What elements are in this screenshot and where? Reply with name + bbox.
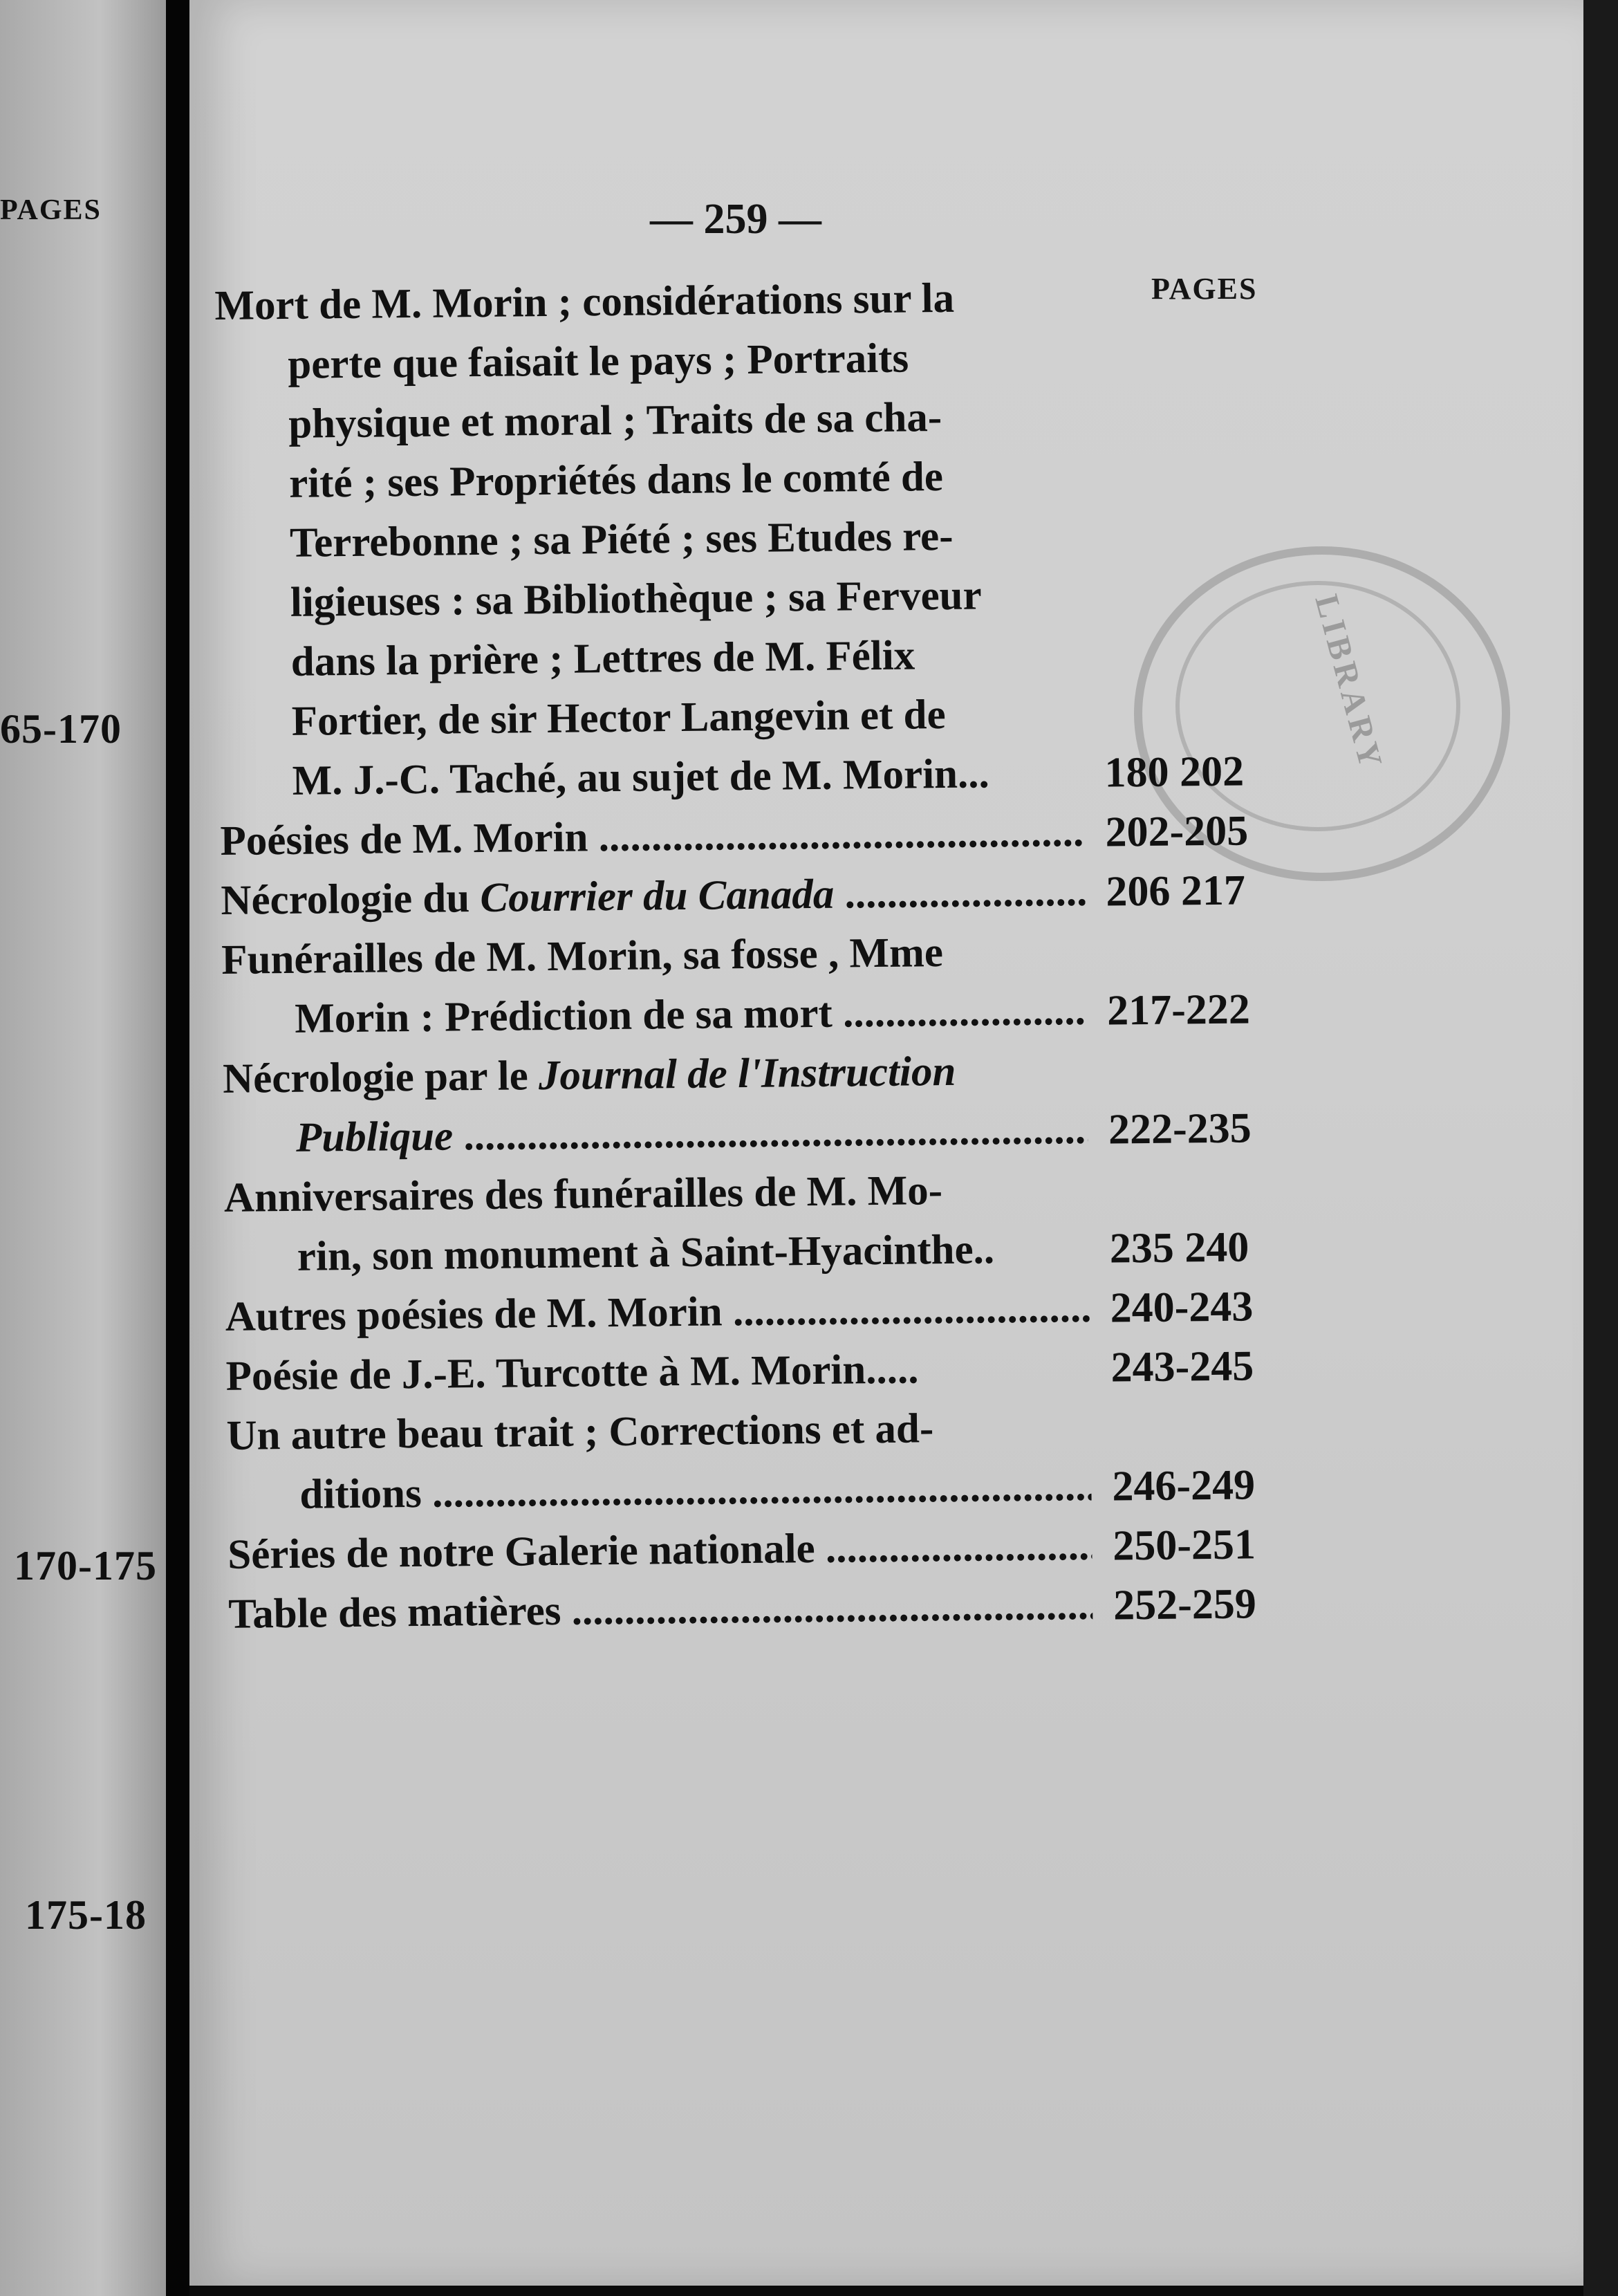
toc-entry [221, 920, 1287, 1050]
toc-entry-text: dans la prière ; Lettres de M. Félix [290, 632, 915, 685]
toc-entry-text: Poésies de M. Morin [220, 814, 588, 864]
toc-entry-pages: 252-259 [1113, 1580, 1257, 1629]
toc-entry-line [215, 327, 1080, 396]
table-of-contents [214, 266, 1294, 1645]
toc-entry-line [224, 1160, 1089, 1228]
left-pages-header: PAGES [0, 194, 102, 226]
toc-entry-line [218, 684, 1084, 752]
toc-entry-line [227, 1517, 1092, 1585]
toc-entry-text: ditions [299, 1470, 422, 1518]
toc-entry-text: Courrier du Canada [480, 871, 835, 922]
toc-entry-pages: 217-222 [1106, 985, 1251, 1035]
toc-entry-line [221, 862, 1086, 931]
toc-entry [225, 1277, 1290, 1347]
left-page-number: 175-18 [25, 1892, 147, 1938]
toc-entry [220, 801, 1285, 871]
toc-entry-text: Fortier, de sir Hector Langevin et de [291, 691, 946, 745]
toc-entry-line [222, 981, 1087, 1050]
toc-entry-text: rin, son monument à Saint-Hyacinthe.. [297, 1226, 995, 1280]
toc-entry-text: Autres poésies de M. Morin [225, 1288, 723, 1340]
toc-entry-line [226, 1398, 1091, 1466]
toc-entry-text: M. J.-C. Taché, au sujet de M. Morin... [292, 750, 990, 804]
book-gutter [166, 0, 189, 2296]
toc-entry [226, 1396, 1292, 1526]
toc-entry-line [225, 1338, 1090, 1407]
toc-entry-pages: 180 202 [1104, 748, 1245, 797]
toc-entry-line [223, 1100, 1088, 1169]
toc-entry-pages: 250-251 [1112, 1521, 1256, 1570]
toc-entry-text: Publique [295, 1113, 454, 1161]
toc-entry-pages: 235 240 [1109, 1223, 1249, 1272]
page-edge [1583, 0, 1618, 2296]
toc-entry-text: Terrebonne ; sa Piété ; ses Etudes re- [289, 512, 954, 566]
toc-entry [228, 1574, 1294, 1645]
toc-entry-line [217, 506, 1082, 574]
toc-entry-text: Morin : Prédiction de sa mort [294, 990, 833, 1042]
toc-entry-text: Anniversaires des funérailles de M. Mo- [223, 1167, 943, 1221]
toc-entry-line [214, 268, 1079, 336]
toc-entry-text: ligieuses : sa Bibliothèque ; sa Ferveur [290, 572, 982, 626]
pages-column-header: PAGES [1151, 272, 1258, 306]
toc-entry-text: Séries de notre Galerie nationale [227, 1526, 815, 1578]
toc-entry-line [223, 1041, 1088, 1109]
toc-entry-line [219, 743, 1084, 812]
toc-entry-line [227, 1457, 1092, 1526]
toc-entry-text: Funérailles de M. Morin, sa fosse , Mme [221, 929, 944, 983]
toc-entry-line [225, 1279, 1090, 1347]
toc-entry-text: perte que faisait le pays ; Portraits [287, 335, 909, 388]
toc-entry [214, 266, 1285, 812]
toc-entry [224, 1158, 1290, 1288]
toc-entry-line [216, 387, 1081, 455]
toc-entry-line [218, 624, 1083, 693]
toc-entry-text: Nécrologie par le [222, 1053, 539, 1102]
toc-entry [225, 1336, 1291, 1407]
toc-entry-line [224, 1219, 1089, 1288]
toc-entry [221, 860, 1286, 931]
toc-entry-line [221, 922, 1086, 990]
toc-entry-pages: 206 217 [1106, 867, 1246, 916]
toc-entry-pages: 246-249 [1112, 1461, 1256, 1510]
toc-entry-line [216, 446, 1081, 515]
toc-entry-text: Un autre beau trait ; Corrections et ad- [226, 1405, 934, 1459]
left-page-number: 170-175 [14, 1543, 157, 1589]
toc-entry-text: rité ; ses Propriétés dans le comté de [288, 453, 944, 507]
toc-entry-text: Poésie de J.-E. Turcotte à M. Morin..... [225, 1346, 919, 1400]
toc-entry [227, 1515, 1293, 1585]
left-page-number: 65-170 [0, 706, 122, 752]
left-page-fragment [0, 0, 166, 2296]
toc-entry-text: Mort de M. Morin ; considérations sur la [214, 275, 955, 329]
toc-entry-line [218, 565, 1083, 633]
toc-entry-pages: 240-243 [1110, 1283, 1254, 1332]
toc-entry-text: Nécrologie du [221, 875, 481, 924]
page-number: — 259 — [650, 196, 821, 243]
toc-entry-text: Table des matières [227, 1587, 561, 1638]
toc-entry-pages: 202-205 [1105, 807, 1249, 856]
toc-entry-line [220, 803, 1085, 871]
toc-entry-pages: 243-245 [1110, 1342, 1254, 1391]
toc-entry-line [228, 1576, 1093, 1645]
toc-entry-text: Journal de l'Instruction [538, 1048, 956, 1100]
toc-entry-text: physique et moral ; Traits de sa cha- [288, 394, 942, 447]
toc-entry [223, 1039, 1289, 1169]
toc-entry-pages: 222-235 [1108, 1104, 1252, 1154]
library-stamp-text: LIBRARY [1308, 591, 1391, 775]
